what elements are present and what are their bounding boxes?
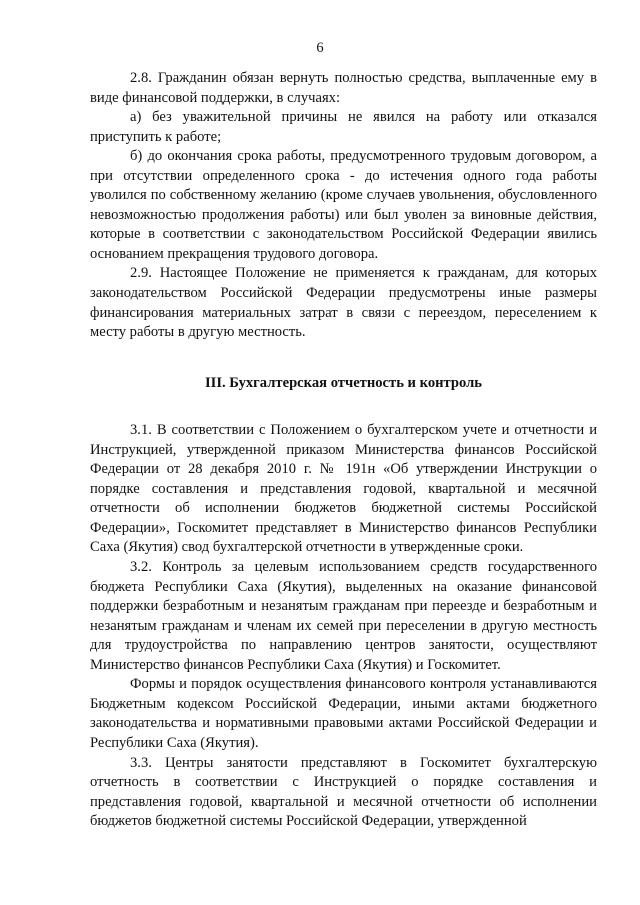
- paragraph-2-8: 2.8. Гражданин обязан вернуть полностью средства, выплаченные ему в виде финансовой поддержки, в случаях:: [90, 70, 597, 106]
- paragraph-3-3: 3.3. Центры занятости представляют в Госкомитет бухгалтерскую отчетность в соответствии с Инструкцией о порядке составления и представления годовой, квартальной и месячной отчетности об исполнении бюджетов бюджетной системы Российской Федерации, утвержденной: [90, 754, 597, 830]
- paragraph-2-9: 2.9. Настоящее Положение не применяется к гражданам, для которых законодательством Российской Федерации предусмотрены иные размеры финансирования материальных затрат в связи с переездом, переселением к месту работы в другую местность.: [90, 265, 597, 341]
- page-number: 6: [316, 40, 324, 56]
- paragraph-2-8-a: а) без уважительной причины не явился на работу или отказался приступить к работе;: [90, 109, 597, 145]
- paragraph-3-2: 3.2. Контроль за целевым использованием средств государственного бюджета Республики Саха (Якутия), выделенных на оказание финансовой поддержки безработным и незанятым гражданам при переезде и безработным и незанятым гражданам и членам их семей при переселении в другую местность для трудоустройства по направлению центров занятости, осуществляют Министерство финансов Республики Саха (Якутия) и Госкомитет.: [90, 559, 597, 673]
- paragraph-forms: Формы и порядок осуществления финансового контроля устанавливаются Бюджетным кодексом Российской Федерации, иными актами бюджетного законодательства и нормативными правовыми актами Российской Федерации и Республики Саха (Якутия).: [90, 676, 597, 751]
- section-heading: III. Бухгалтерская отчетность и контроль: [204, 374, 483, 391]
- paragraph-2-8-b: б) до окончания срока работы, предусмотренного трудовым договором, а при отсутствии определенного срока - до истечения одного года работы уволился по собственному желанию (кроме случаев увольнения, обусловленного невозможностью продолжения работы) или был уволен за виновные действия, которые в соответствии с законодательством Российской Федерации явились основанием прекращения трудового договора.: [90, 148, 597, 262]
- paragraph-3-1: 3.1. В соответствии с Положением о бухгалтерском учете и отчетности и Инструкцией, утвержденной приказом Министерства финансов Российской Федерации от 28 декабря 2010 г. № 191н «Об утверждении Инструкции о порядке составления и представления годовой, квартальной и месячной отчетности об исполнении бюджетов бюджетной системы Российской Федерации», Госкомитет представляет в Министерство финансов Республики Саха (Якутия) свод бухгалтерской отчетности в утвержденные сроки.: [90, 422, 597, 556]
- document-body: [90, 69, 597, 832]
